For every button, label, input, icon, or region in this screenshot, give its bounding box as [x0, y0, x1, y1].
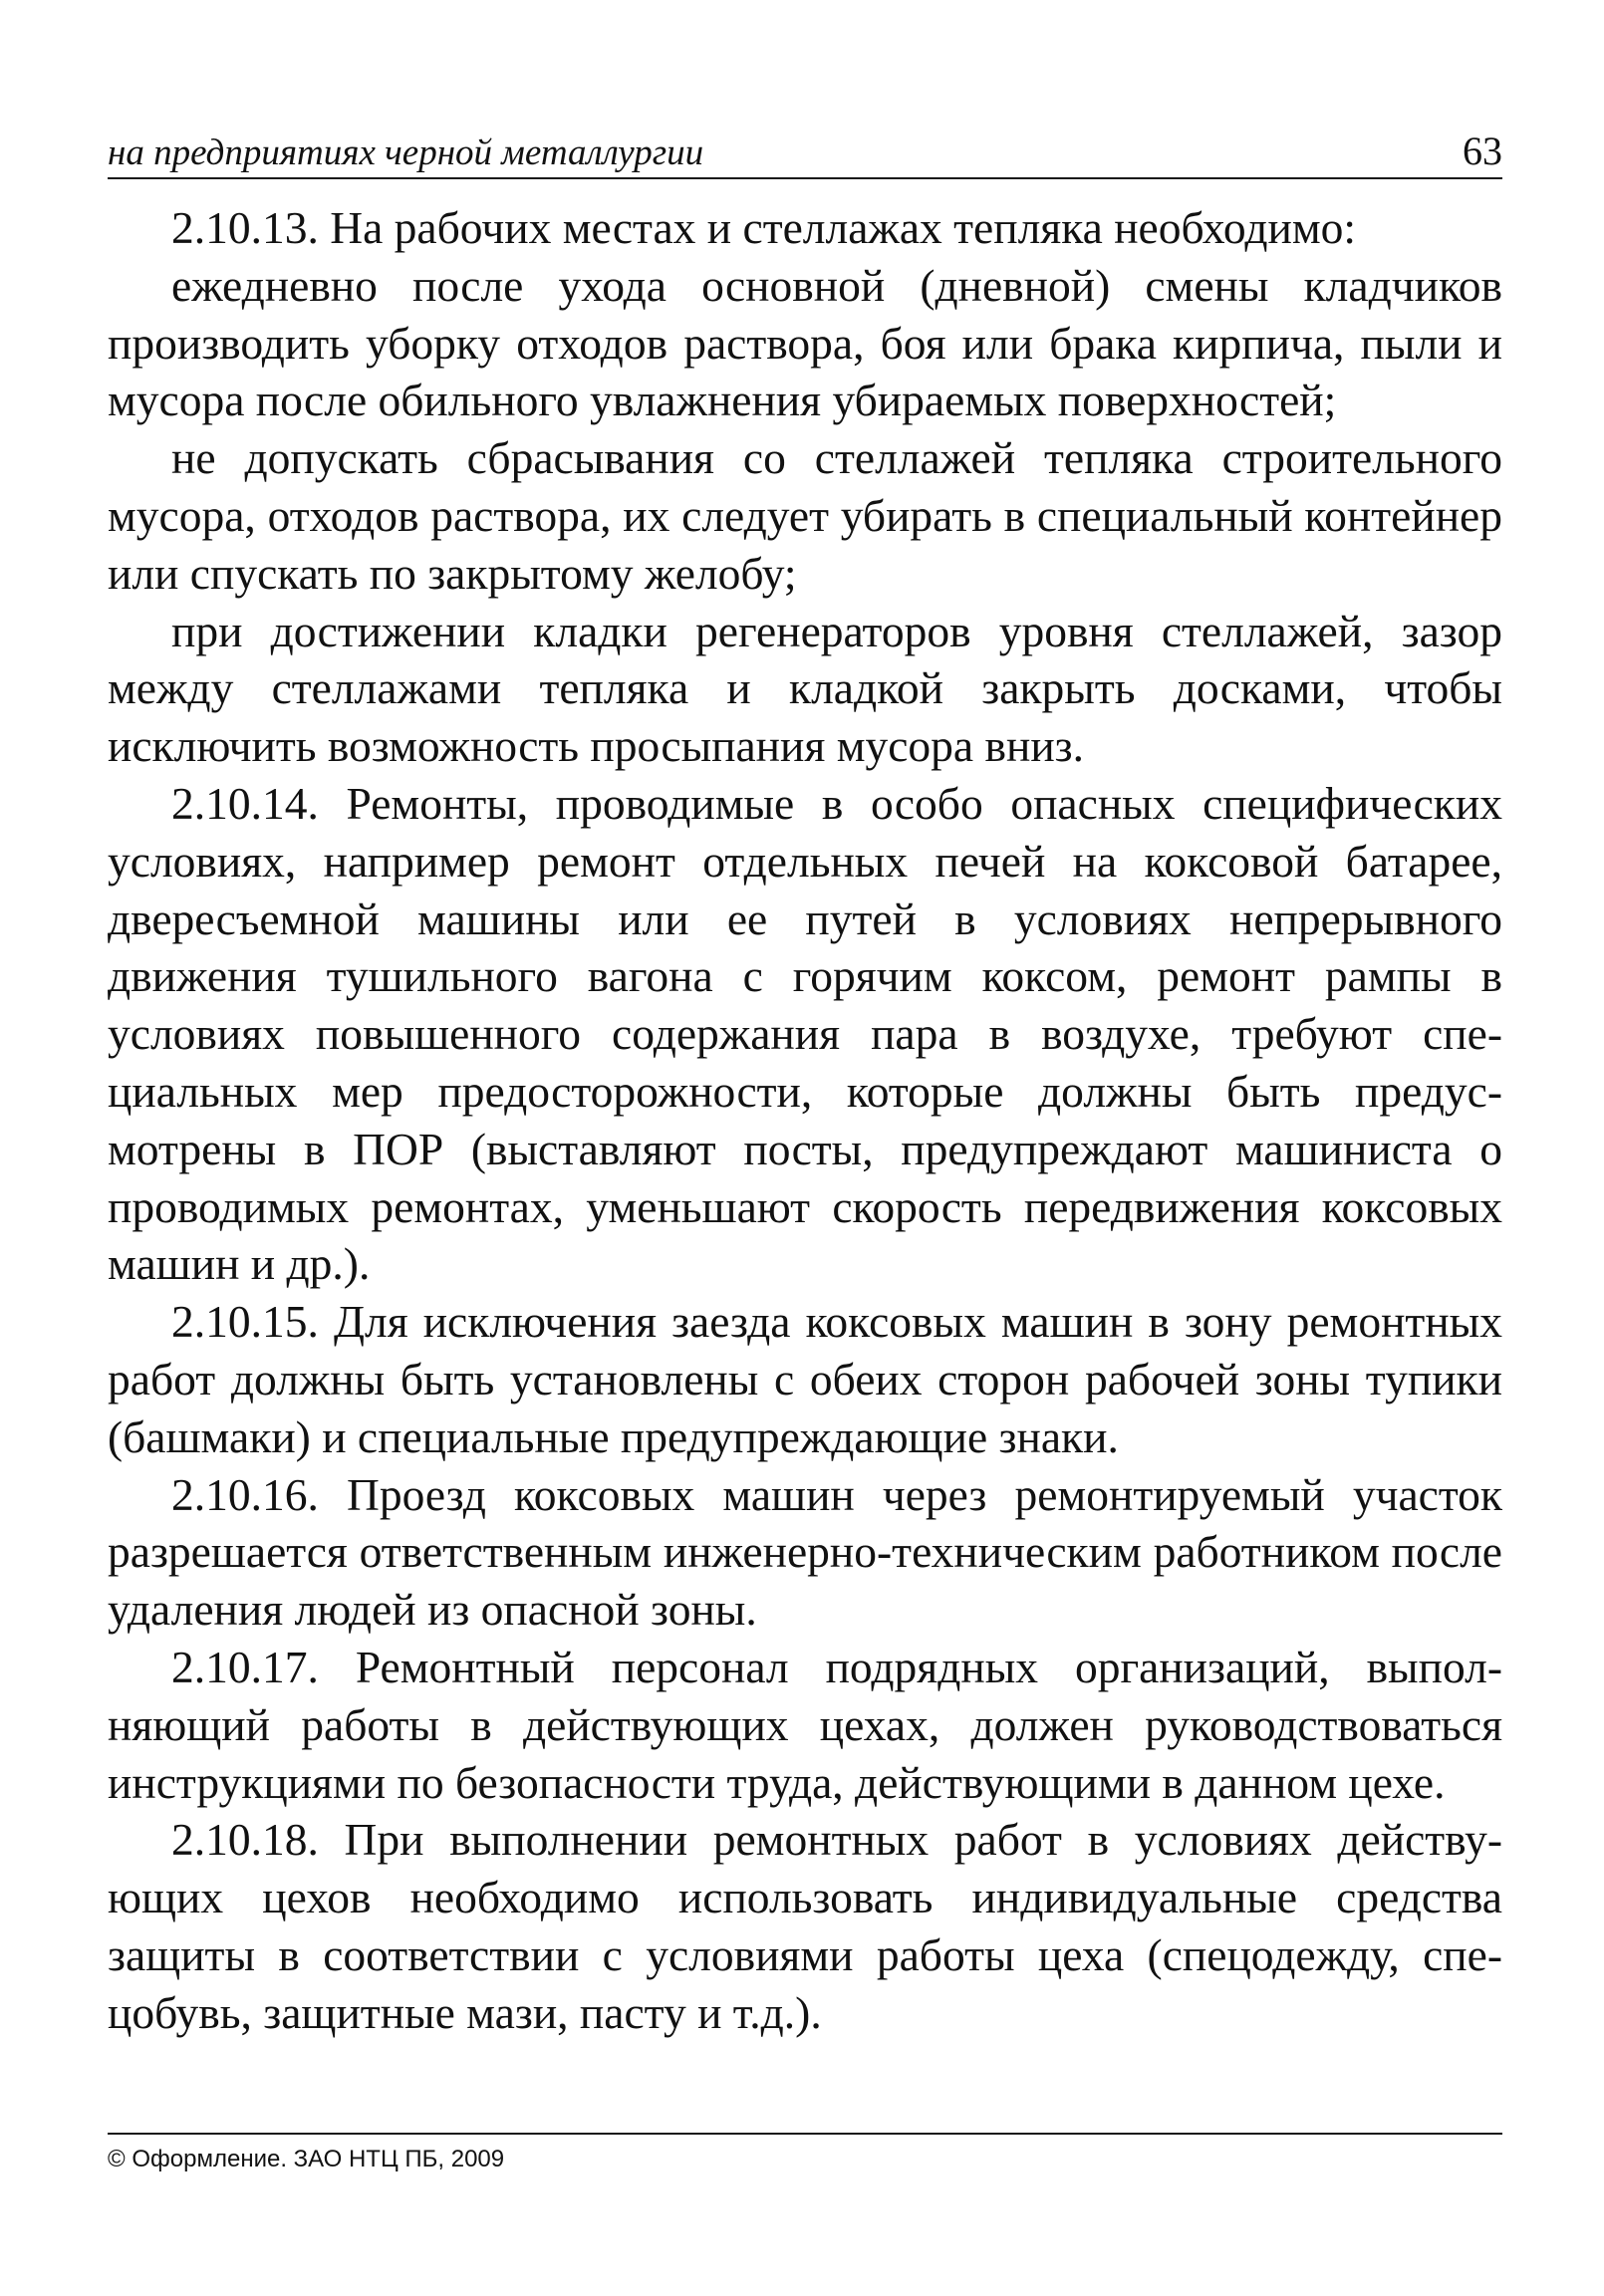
body-text — [108, 199, 1502, 2042]
footer-copyright: © Оформление. ЗАО НТЦ ПБ, 2009 — [108, 2146, 505, 2172]
paragraph-2-10-14: 2.10.14. Ремонты, проводимые в особо опасных специфических условиях, например ремонт отдельных печей на коксовой батарее, двересъемной машины или ее путей в условиях непрерывного движения тушильного вагона с горячим коксом, ремонт рампы в условиях повышенного содержания пара в воздухе, требуют специальных мер предосторожности, которые должны быть предусмотрены в ПОР (выставляют посты, предупреждают машиниста о проводимых ремонтах, уменьшают скорость передвижения коксовых машин и др.). — [108, 777, 1502, 1290]
page-number: 63 — [1463, 128, 1502, 173]
paragraph-2-10-16: 2.10.16. Проезд коксовых машин через ремонтируемый участок разрешается ответственным инженерно-техническим работником после удаления людей из опасной зоны. — [108, 1468, 1502, 1636]
running-title: на предприятиях черной металлургии — [108, 132, 704, 173]
paragraph-gap-boards: при достижении кладки регенераторов уровня стеллажей, зазор между стеллажами тепляка и кладкой закрыть досками, чтобы исключить возможность просыпания мусора вниз. — [108, 605, 1502, 772]
paragraph-daily-cleanup: ежедневно после ухода основной (дневной) смены кладчиков производить уборку отходов раствора, боя или брака кирпича, пыли и мусора после обильного увлажнения убираемых поверхностей; — [108, 259, 1502, 426]
paragraph-2-10-17: 2.10.17. Ремонтный персонал подрядных организаций, выполняющий работы в действующих цехах, должен руководствоваться инструкциями по безопасности труда, действующими в данном цехе. — [108, 1641, 1502, 1808]
footer-rule — [108, 2133, 1502, 2135]
page-header — [108, 112, 1502, 179]
paragraph-no-dumping: не допускать сбрасывания со стеллажей тепляка строительного мусора, отходов раствора, их следует убирать в специальный контейнер или спускать по закрытому желобу; — [108, 432, 1502, 599]
paragraph-2-10-18: 2.10.18. При выполнении ремонтных работ в условиях действующих цехов необходимо использовать индивидуальные средства защиты в соответствии с условиями работы цеха (спецодежду, спецобувь, защитные мази, пасту и т.д.). — [108, 1814, 1502, 2038]
paragraph-2-10-15: 2.10.15. Для исключения заезда коксовых машин в зону ремонтных работ должны быть установлены с обеих сторон рабочей зоны тупики (башмаки) и специальные предупреждающие знаки. — [108, 1296, 1502, 1462]
paragraph-2-10-13: 2.10.13. На рабочих местах и стеллажах тепляка необходимо: — [171, 202, 1357, 253]
